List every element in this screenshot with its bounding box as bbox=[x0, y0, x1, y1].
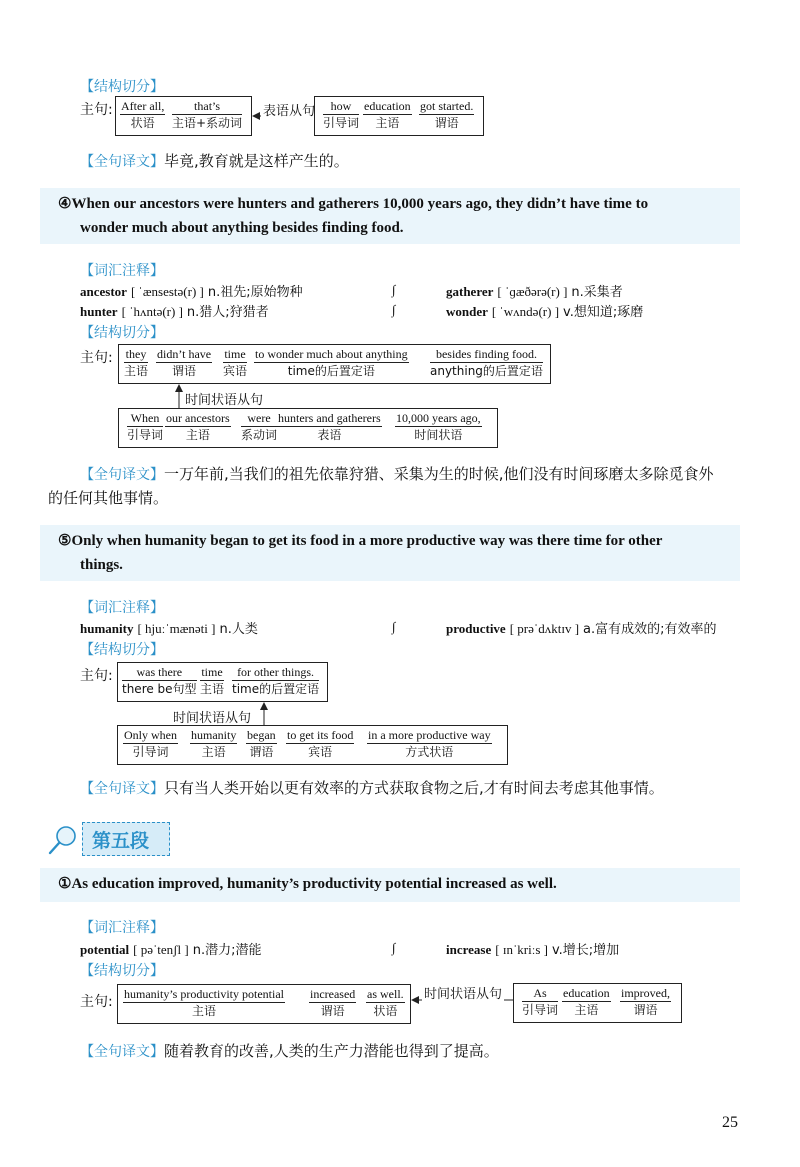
vocab-entry: humanity [ hjuːˈmænəti ] n.人类 bbox=[80, 621, 258, 637]
separator-icon: ∫ bbox=[392, 619, 396, 634]
main-part: as well. 状语 bbox=[367, 987, 404, 1018]
magnifier-icon bbox=[48, 824, 78, 856]
sub-part: how 引导词 bbox=[323, 99, 360, 130]
structure-label: 【结构切分】 bbox=[80, 963, 164, 979]
main-clause-box bbox=[118, 344, 551, 384]
sentence-5 bbox=[40, 525, 740, 581]
vocab-entry: increase [ ɪnˈkriːs ] v.增长;增加 bbox=[446, 942, 620, 958]
translation-text: 的任何其他事情。 bbox=[48, 489, 169, 507]
vocab-label: 【词汇注释】 bbox=[80, 600, 164, 616]
main-clause-box bbox=[115, 96, 252, 136]
sub-part: began 谓语 bbox=[247, 728, 276, 759]
sub-clause-box bbox=[513, 983, 682, 1023]
main-part: was there there be句型 bbox=[122, 665, 197, 696]
vocab-entry: hunter [ ˈhʌntə(r) ] n.猎人;狩猎者 bbox=[80, 304, 269, 320]
sentence-line: things. bbox=[80, 557, 123, 573]
sub-part: education 主语 bbox=[364, 99, 411, 130]
translation-label: 【全句译文】 bbox=[80, 154, 164, 170]
main-clause-label: 主句: bbox=[80, 102, 113, 118]
main-clause-label: 主句: bbox=[80, 350, 113, 366]
sub-clause-box bbox=[118, 408, 498, 448]
sub-part: improved, 谓语 bbox=[621, 986, 670, 1017]
separator-icon: ∫ bbox=[392, 302, 396, 317]
vocab-label: 【词汇注释】 bbox=[80, 920, 164, 936]
translation-label: 【全句译文】 bbox=[80, 781, 164, 797]
sub-part: education 主语 bbox=[563, 986, 610, 1017]
translation-text: 毕竟,教育就是这样产生的。 bbox=[164, 152, 349, 170]
translation-row bbox=[80, 150, 349, 171]
sub-part: hunters and gatherers 表语 bbox=[278, 411, 381, 442]
sub-part: Only when 引导词 bbox=[124, 728, 177, 759]
structure-label: 【结构切分】 bbox=[80, 79, 164, 95]
main-part: didn’t have 谓语 bbox=[157, 347, 212, 378]
connector-label: 时间状语从句 bbox=[185, 393, 264, 408]
vocab-entry: productive [ prəˈdʌktɪv ] a.富有成效的;有效率的 bbox=[446, 621, 717, 637]
structure-label: 【结构切分】 bbox=[80, 642, 164, 658]
vocab-entry: potential [ pəˈtenʃl ] n.潜力;潜能 bbox=[80, 942, 262, 958]
main-part: time 宾语 bbox=[223, 347, 248, 378]
sub-clause-box bbox=[117, 725, 508, 765]
vocab-label: 【词汇注释】 bbox=[80, 263, 164, 279]
main-part: time 主语 bbox=[200, 665, 225, 696]
arrow-up-icon bbox=[259, 702, 269, 726]
sentence-6 bbox=[40, 868, 740, 902]
sub-clause-box bbox=[314, 96, 484, 136]
paragraph-title: 第五段 bbox=[92, 830, 150, 852]
page-number: 25 bbox=[722, 1114, 738, 1131]
connector-label: 时间状语从句 bbox=[422, 983, 504, 1002]
separator-icon: ∫ bbox=[392, 940, 396, 955]
sub-part: our ancestors 主语 bbox=[166, 411, 230, 442]
vocab-entry: wonder [ ˈwʌndə(r) ] v.想知道;琢磨 bbox=[446, 304, 644, 320]
sentence-line: ④When our ancestors were hunters and gatherers 10,000 years ago, they didn’t have time to bbox=[58, 196, 649, 212]
sub-part: were 系动词 bbox=[241, 411, 278, 442]
translation-label: 【全句译文】 bbox=[80, 1044, 164, 1060]
main-clause-label: 主句: bbox=[80, 994, 113, 1010]
translation-row bbox=[80, 1040, 499, 1061]
main-part: humanity’s productivity potential 主语 bbox=[124, 987, 284, 1018]
main-clause-label: 主句: bbox=[80, 668, 113, 684]
main-part: besides finding food. anything的后置定语 bbox=[430, 347, 543, 378]
main-part: that’s 主语+系动词 bbox=[172, 99, 243, 130]
sub-part: As 引导词 bbox=[522, 986, 559, 1017]
structure-label: 【结构切分】 bbox=[80, 325, 164, 341]
translation-row bbox=[80, 777, 664, 798]
main-part: increased 谓语 bbox=[310, 987, 356, 1018]
main-clause-box bbox=[117, 662, 328, 702]
sentence-4 bbox=[40, 188, 740, 244]
sub-part: humanity 主语 bbox=[191, 728, 237, 759]
translation-text: 随着教育的改善,人类的生产力潜能也得到了提高。 bbox=[164, 1042, 499, 1060]
sub-part: got started. 谓语 bbox=[420, 99, 474, 130]
connector-label: 时间状语从句 bbox=[173, 711, 252, 726]
vocab-entry: gatherer [ ˈɡæðərə(r) ] n.采集者 bbox=[446, 284, 623, 300]
sub-part: 10,000 years ago, 时间状语 bbox=[396, 411, 481, 442]
main-clause-box bbox=[117, 984, 411, 1024]
sub-part: in a more productive way 方式状语 bbox=[368, 728, 491, 759]
translation-row bbox=[80, 463, 714, 484]
translation-label: 【全句译文】 bbox=[80, 467, 164, 483]
main-part: for other things. time的后置定语 bbox=[232, 665, 320, 696]
sub-part: to get its food 宾语 bbox=[287, 728, 354, 759]
sentence-line: ⑤Only when humanity began to get its food in a more productive way was there time for other bbox=[58, 533, 663, 549]
translation-text: 一万年前,当我们的祖先依靠狩猎、采集为生的时候,他们没有时间琢磨太多除觅食外 bbox=[164, 465, 714, 483]
sentence-line: ①As education improved, humanity’s productivity potential increased as well. bbox=[58, 876, 557, 892]
vocab-entry: ancestor [ ˈænsestə(r) ] n.祖先;原始物种 bbox=[80, 284, 303, 300]
main-part: After all, 状语 bbox=[121, 99, 165, 130]
main-part: to wonder much about anything time的后置定语 bbox=[255, 347, 408, 378]
main-part: they 主语 bbox=[124, 347, 149, 378]
connector-label: 表语从句 bbox=[261, 100, 317, 119]
arrow-up-icon bbox=[174, 384, 184, 408]
sentence-line: wonder much about anything besides finding food. bbox=[80, 220, 404, 236]
separator-icon: ∫ bbox=[392, 282, 396, 297]
translation-text: 只有当人类开始以更有效率的方式获取食物之后,才有时间去考虑其他事情。 bbox=[164, 779, 664, 797]
sub-part: When 引导词 bbox=[127, 411, 164, 442]
